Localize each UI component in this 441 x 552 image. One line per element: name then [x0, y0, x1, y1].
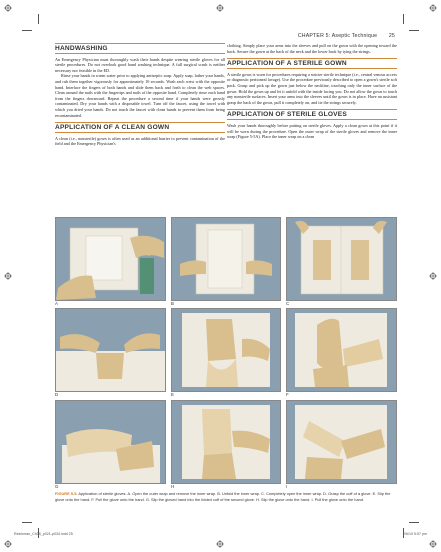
photo-label: E	[171, 392, 174, 397]
heading-handwashing: HANDWASHING	[55, 43, 225, 54]
paragraph: A sterile gown is worn for procedures requiring a stricter sterile technique (i.e., central venous access or diagnostic peritoneal lavage). Use the procedure previously described to open a gown's sterile soft pack. Grasp and pick up the gown just below the neckline, touching only the inner surface of the gown. Hold the gown up and let it unfold with the inside facing you. Do not allow the gown to touch any nonsterile surfaces. Insert your arms into the sleeves until the gown is in place. Have an assistant grasp the back of the gown, pull it completely on, and tie the strings securely.	[227, 71, 397, 105]
photo-b	[171, 217, 281, 301]
running-header	[298, 33, 395, 39]
registration-mark-icon	[429, 4, 437, 12]
registration-mark-icon	[4, 4, 12, 12]
photo-label: G	[55, 484, 59, 489]
photo-label: D	[55, 392, 59, 397]
paragraph: Wash your hands thoroughly before putting on sterile gloves. Apply a clean gown at this point if it will be worn during the procedure. Open the outer wrap of the sterile gloves and remove the inner wrap (Figure 5-5A). Place the inner wrap on a clean	[227, 122, 397, 140]
footer-timestamp: 2/6/10 5:57 pm	[403, 532, 427, 536]
photo-e	[171, 308, 281, 392]
photo-label: C	[286, 301, 290, 306]
photo-a	[55, 217, 166, 301]
chapter-title: CHAPTER 5: Aseptic Technique	[297, 33, 378, 39]
registration-mark-icon	[216, 540, 224, 548]
photo-c	[286, 217, 397, 301]
caption-text: Application of sterile gloves. A. Open the outer wrap and remove the inner wrap. B. Unfold the inner wrap. C. Completely open the inner wrap. D. Grasp the cuff of a glove. E. Slip the glove onto the hand. F. Pull the glove onto the hand. G. Slip the gloved hand into the folded cuff of the second glove. H. Slip the glove onto the hand. I. Pull the glove onto the hand.	[55, 491, 391, 502]
photo-g	[55, 400, 166, 484]
registration-mark-icon	[429, 272, 437, 280]
footer-file-name: Reichman_Ch05_p021-p034.indd 25	[14, 532, 73, 536]
paragraph: Rinse your hands in warm water prior to applying antiseptic soap. Apply soap, lather your hands, and rub them together vigorously for approximately 10 seconds. Wash each wrist with the opposite hand. Interlace the fingers of both hands and slide them back and forth to clean the web spaces. Clean around the nails with the fingertips and nails of the opposite hand. Completely rinse each hand from the fingers downward. Repeat the procedure a second time if your hands were grossly contaminated. Dry your hands with a disposable towel. Turn off the faucet, using the towel with which you dried your hands. Do not touch the faucet with clean hands to prevent them from being recontaminated.	[55, 73, 225, 118]
photo-label: F	[286, 392, 289, 397]
photo-d	[55, 308, 166, 392]
photo-label: I	[286, 484, 288, 489]
paragraph: An Emergency Physician must thoroughly wash their hands despite wearing sterile gloves for all sterile procedures. Do not overlook good hand washing technique. A full surgical scrub is neither necessary nor feasible in the ED.	[55, 56, 225, 73]
registration-mark-icon	[429, 540, 437, 548]
registration-mark-icon	[216, 4, 224, 12]
heading-sterile-gown: APPLICATION OF A STERILE GOWN	[227, 58, 397, 69]
heading-sterile-gloves: APPLICATION OF STERILE GLOVES	[227, 109, 397, 120]
registration-mark-icon	[4, 540, 12, 548]
heading-clean-gown: APPLICATION OF A CLEAN GOWN	[55, 122, 225, 133]
photo-label: A	[55, 301, 58, 306]
photo-h	[171, 400, 281, 484]
paragraph: A clean (i.e., nonsterile) gown is often used as an additional barrier to prevent contamination of the field and the Emergency Physician's	[55, 135, 225, 147]
paragraph: clothing. Simply place your arms into the sleeves and pull on the gown with the opening toward the back. Secure the gown at the back of the neck and the lower back by tying the strings.	[227, 43, 397, 54]
photo-i	[286, 400, 397, 484]
right-column	[227, 43, 397, 140]
photo-label: B	[171, 301, 174, 306]
photo-label: H	[171, 484, 175, 489]
page-number: 25	[388, 33, 395, 39]
figure-number: FIGURE 5-5.	[55, 491, 78, 496]
registration-mark-icon	[4, 272, 12, 280]
photo-f	[286, 308, 397, 392]
figure-caption	[55, 491, 395, 503]
left-column	[55, 43, 225, 147]
